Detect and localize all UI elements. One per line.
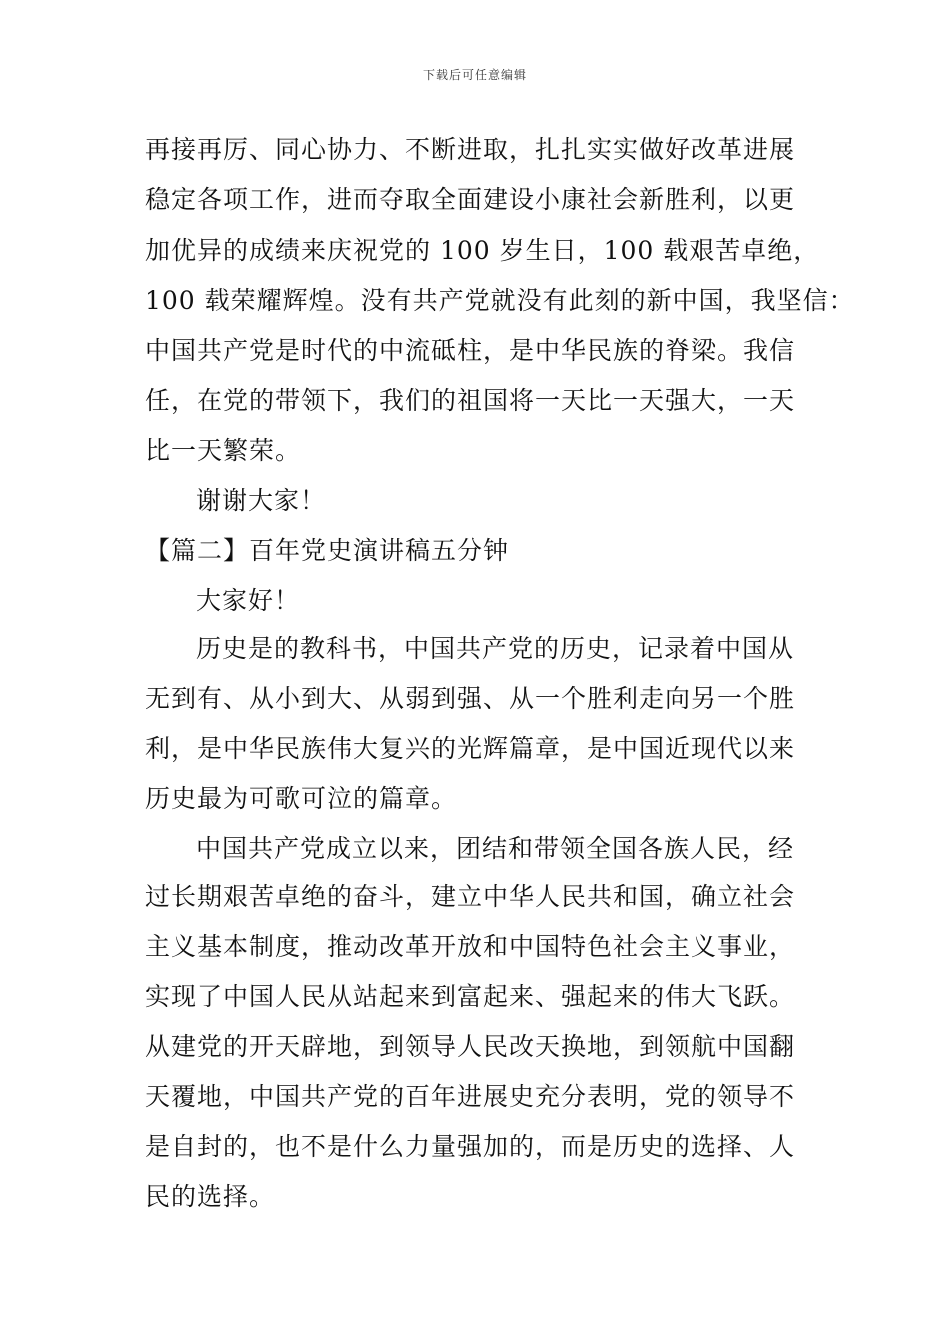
body-line: 历史是的教科书，中国共产党的历史，记录着中国从 bbox=[196, 634, 795, 663]
section-heading: 【篇二】百年党史演讲稿五分钟 bbox=[145, 536, 510, 565]
page-header: 下载后可任意编辑 bbox=[422, 68, 527, 82]
body-line: 加优异的成绩来庆祝党的 100 岁生日，100 载艰苦卓绝， bbox=[145, 236, 820, 265]
body-line: 利，是中华民族伟大复兴的光辉篇章，是中国近现代以来 bbox=[145, 734, 796, 763]
body-line: 稳定各项工作，进而夺取全面建设小康社会新胜利，以更 bbox=[145, 185, 796, 214]
body-line: 中国共产党成立以来，团结和带领全国各族人民，经 bbox=[196, 834, 795, 863]
body-line: 民的选择。 bbox=[145, 1182, 276, 1211]
body-line: 历史最为可歌可泣的篇章。 bbox=[145, 784, 458, 813]
closing-line: 谢谢大家！ bbox=[196, 486, 327, 515]
body-line: 实现了中国人民从站起来到富起来、强起来的伟大飞跃。 bbox=[145, 982, 796, 1011]
body-line: 任，在党的带领下，我们的祖国将一天比一天强大，一天 bbox=[145, 386, 796, 415]
greeting-line: 大家好！ bbox=[196, 586, 301, 615]
body-line: 无到有、从小到大、从弱到强、从一个胜利走向另一个胜 bbox=[145, 684, 796, 713]
body-line: 再接再厉、同心协力、不断进取，扎扎实实做好改革进展 bbox=[145, 135, 796, 164]
body-line: 主义基本制度，推动改革开放和中国特色社会主义事业， bbox=[145, 932, 796, 961]
body-line: 从建党的开天辟地，到领导人民改天换地，到领航中国翻 bbox=[145, 1032, 796, 1061]
body-line: 中国共产党是时代的中流砥柱，是中华民族的脊梁。我信 bbox=[145, 336, 796, 365]
body-line: 比一天繁荣。 bbox=[145, 436, 302, 465]
body-line: 天覆地，中国共产党的百年进展史充分表明，党的领导不 bbox=[145, 1082, 796, 1111]
body-line: 是自封的，也不是什么力量强加的，而是历史的选择、人 bbox=[145, 1132, 796, 1161]
body-line: 过长期艰苦卓绝的奋斗，建立中华人民共和国，确立社会 bbox=[145, 882, 796, 911]
body-line: 100 载荣耀辉煌。没有共产党就没有此刻的新中国，我坚信： bbox=[145, 286, 855, 315]
